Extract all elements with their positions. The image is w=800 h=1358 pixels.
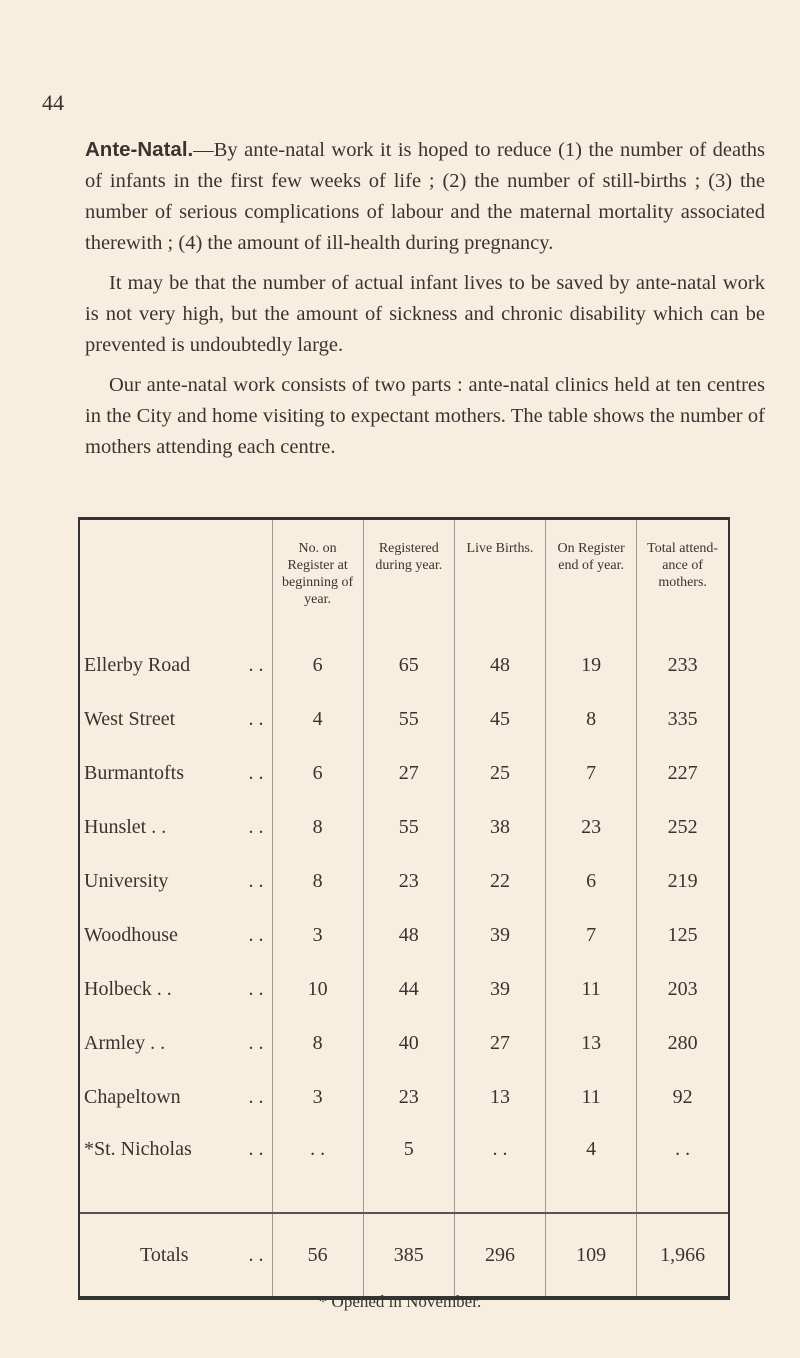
leader-dots: . . (248, 653, 264, 676)
table-cell: 227 (637, 746, 728, 800)
table-cell: 10 (272, 962, 363, 1016)
table-cell: 13 (546, 1016, 637, 1070)
table-cell: 4 (546, 1124, 637, 1213)
table-row (80, 746, 728, 800)
body-text (85, 134, 765, 472)
table-cell: 6 (272, 746, 363, 800)
table-header-row (80, 520, 728, 638)
table-row (80, 800, 728, 854)
centre-name: Woodhouse (84, 923, 178, 946)
column-header: On Register end of year. (546, 520, 637, 638)
table-cell: 1,966 (637, 1213, 728, 1296)
table-cell: 45 (454, 692, 545, 746)
leader-dots: . . (248, 869, 264, 892)
table-cell: 40 (363, 1016, 454, 1070)
leader-dots: . . (248, 1138, 264, 1160)
centre-name: Totals (140, 1243, 189, 1266)
table-cell: 7 (546, 746, 637, 800)
table-cell: 25 (454, 746, 545, 800)
centre-name: Chapeltown (84, 1085, 181, 1108)
table-cell: 38 (454, 800, 545, 854)
table-row (80, 908, 728, 962)
table-cell: 335 (637, 692, 728, 746)
table-row (80, 1070, 728, 1124)
table-cell: 13 (454, 1070, 545, 1124)
leader-dots: . . (248, 707, 264, 730)
column-header: Total attend-ance of mothers. (637, 520, 728, 638)
table-row (80, 692, 728, 746)
leader-dots: . . (248, 761, 264, 784)
table-cell: 296 (454, 1213, 545, 1296)
table-cell: 55 (363, 692, 454, 746)
table-cell: 8 (272, 854, 363, 908)
centre-name: *St. Nicholas (84, 1138, 192, 1160)
paragraph-1 (85, 134, 765, 259)
table-cell: 6 (546, 854, 637, 908)
column-header: Live Births. (454, 520, 545, 638)
table-row (80, 962, 728, 1016)
table-cell: 6 (272, 638, 363, 692)
table-cell: 8 (272, 1016, 363, 1070)
centre-name: Ellerby Road (84, 653, 191, 676)
table-cell: 11 (546, 1070, 637, 1124)
column-header (80, 520, 272, 638)
table-cell: . . (272, 1124, 363, 1213)
table-cell: 92 (637, 1070, 728, 1124)
table-cell: 39 (454, 908, 545, 962)
table-cell: 385 (363, 1213, 454, 1296)
leader-dots: . . (248, 815, 264, 838)
table-cell: 109 (546, 1213, 637, 1296)
table-cell: 48 (454, 638, 545, 692)
paragraph-2: It may be that the number of actual infant lives to be saved by ante-natal work is not very high, but the amount of sickness and chronic disability which can be prevented is undoubtedly large. (85, 272, 765, 356)
table-cell: 233 (637, 638, 728, 692)
totals-row (80, 1213, 728, 1296)
table-cell: 27 (363, 746, 454, 800)
table-cell: 56 (272, 1213, 363, 1296)
paragraph-3: Our ante-natal work consists of two parts : ante-natal clinics held at ten centres in the City and home visiting to expectant mothers. The table shows the number of mothers attending each centre. (85, 374, 765, 458)
leader-dots: . . (248, 923, 264, 946)
table-row (80, 638, 728, 692)
table-cell: . . (637, 1124, 728, 1213)
table-cell: 44 (363, 962, 454, 1016)
table-cell: 23 (546, 800, 637, 854)
table-row (80, 1016, 728, 1070)
table-row (80, 854, 728, 908)
leader-dots: . . (248, 1243, 264, 1266)
centre-name: University (84, 869, 169, 892)
table-cell: 27 (454, 1016, 545, 1070)
table-cell: 23 (363, 854, 454, 908)
column-header: Registered during year. (363, 520, 454, 638)
centre-name: Hunslet . . (84, 815, 167, 838)
table-cell: 3 (272, 1070, 363, 1124)
table-cell: . . (454, 1124, 545, 1213)
table-cell: 8 (272, 800, 363, 854)
table-cell: 4 (272, 692, 363, 746)
section-heading: Ante-Natal. (85, 138, 194, 161)
table-cell: 7 (546, 908, 637, 962)
table-cell: 22 (454, 854, 545, 908)
table-cell: 203 (637, 962, 728, 1016)
table-cell: 219 (637, 854, 728, 908)
table-cell: 23 (363, 1070, 454, 1124)
leader-dots: . . (248, 977, 264, 1000)
table-cell: 11 (546, 962, 637, 1016)
table-cell: 55 (363, 800, 454, 854)
table-cell: 19 (546, 638, 637, 692)
table-cell: 252 (637, 800, 728, 854)
page-number: 44 (42, 90, 64, 115)
centre-name: Armley . . (84, 1031, 166, 1054)
table-row (80, 1124, 728, 1213)
column-header: No. on Register at beginning of year. (272, 520, 363, 638)
table-cell: 125 (637, 908, 728, 962)
centre-name: West Street (84, 707, 176, 730)
paragraph-1-text: —By ante-natal work it is hoped to reduce (1) the number of deaths of infants in the first few weeks of life ; (2) the number of still-births ; (3) the number of serious complications of labour and the maternal mortality associated therewith ; (4) the amount of ill-health during pregnancy. (85, 139, 765, 254)
table-cell: 65 (363, 638, 454, 692)
footnote: * Opened in November. (318, 1292, 482, 1311)
table-cell: 39 (454, 962, 545, 1016)
table-cell: 280 (637, 1016, 728, 1070)
leader-dots: . . (248, 1085, 264, 1108)
centre-name: Burmantofts (84, 761, 184, 784)
attendance-table (78, 517, 730, 1300)
centre-name: Holbeck . . (84, 977, 172, 1000)
table-cell: 5 (363, 1124, 454, 1213)
table-cell: 48 (363, 908, 454, 962)
table-cell: 3 (272, 908, 363, 962)
leader-dots: . . (248, 1031, 264, 1054)
table-cell: 8 (546, 692, 637, 746)
